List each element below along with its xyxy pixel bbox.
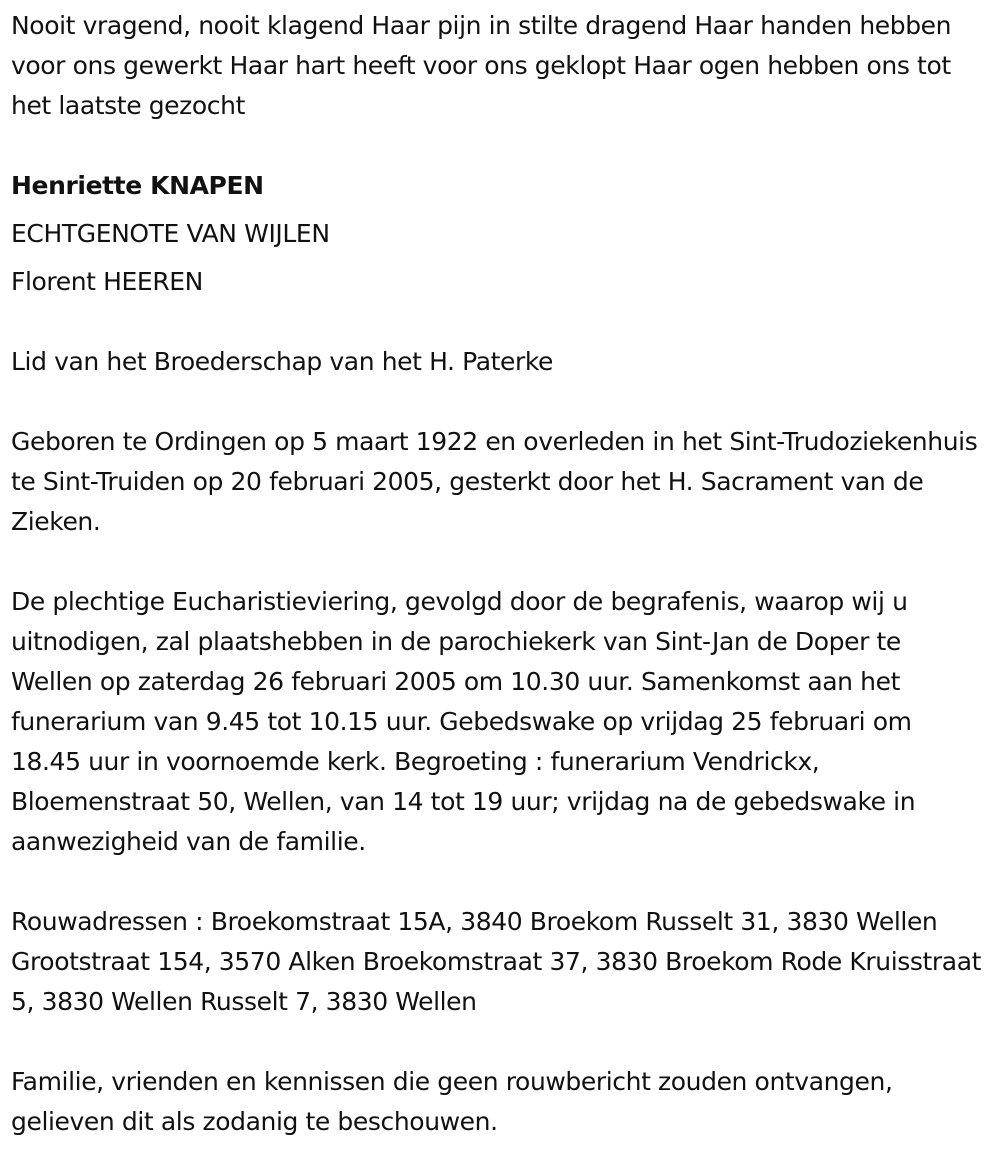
deceased-name: Henriette KNAPEN — [11, 171, 264, 200]
spouse-name: Florent HEEREN — [11, 267, 203, 296]
poem-paragraph: Nooit vragend, nooit klagend Haar pijn in stilte dragend Haar handen hebben voor ons gewerkt Haar hart heeft voor ons geklopt Haar ogen hebben ons tot het laatste gezocht — [11, 11, 952, 120]
spacer — [11, 306, 986, 342]
obituary-text — [11, 6, 986, 1142]
addresses-paragraph: Rouwadressen : Broekomstraat 15A, 3840 Broekom Russelt 31, 3830 Wellen Grootstraat 154, 3570 Alken Broekomstraat 37, 3830 Broekom Rode Kruisstraat 5, 3830 Wellen Russelt 7, 3830 Wellen — [11, 907, 982, 1016]
spacer — [11, 382, 986, 422]
spacer — [11, 542, 986, 582]
birth-death-paragraph: Geboren te Ordingen op 5 maart 1922 en overleden in het Sint-Trudoziekenhuis te Sint-Truiden op 20 februari 2005, gesterkt door het H. Sacrament van de Zieken. — [11, 427, 978, 536]
closing-paragraph: Familie, vrienden en kennissen die geen rouwbericht zouden ontvangen, gelieven dit als zodanig te beschouwen. — [11, 1067, 893, 1136]
relation-line: ECHTGENOTE VAN WIJLEN — [11, 219, 330, 248]
membership-line: Lid van het Broederschap van het H. Paterke — [11, 347, 554, 376]
spacer — [11, 862, 986, 902]
ceremony-paragraph: De plechtige Eucharistieviering, gevolgd door de begrafenis, waarop wij u uitnodigen, zal plaatshebben in de parochiekerk van Sint-Jan de Doper te Wellen op zaterdag 26 februari 2005 om 10.30 uur. Samenkomst aan het funerarium van 9.45 tot 10.15 uur. Gebedswake op vrijdag 25 februari om 18.45 uur in voornoemde kerk. Begroeting : funerarium Vendrickx, Bloemenstraat 50, Wellen, van 14 tot 19 uur; vrijdag na de gebedswake in aanwezigheid van de familie. — [11, 587, 916, 856]
spacer — [11, 126, 986, 166]
spacer — [11, 1022, 986, 1062]
